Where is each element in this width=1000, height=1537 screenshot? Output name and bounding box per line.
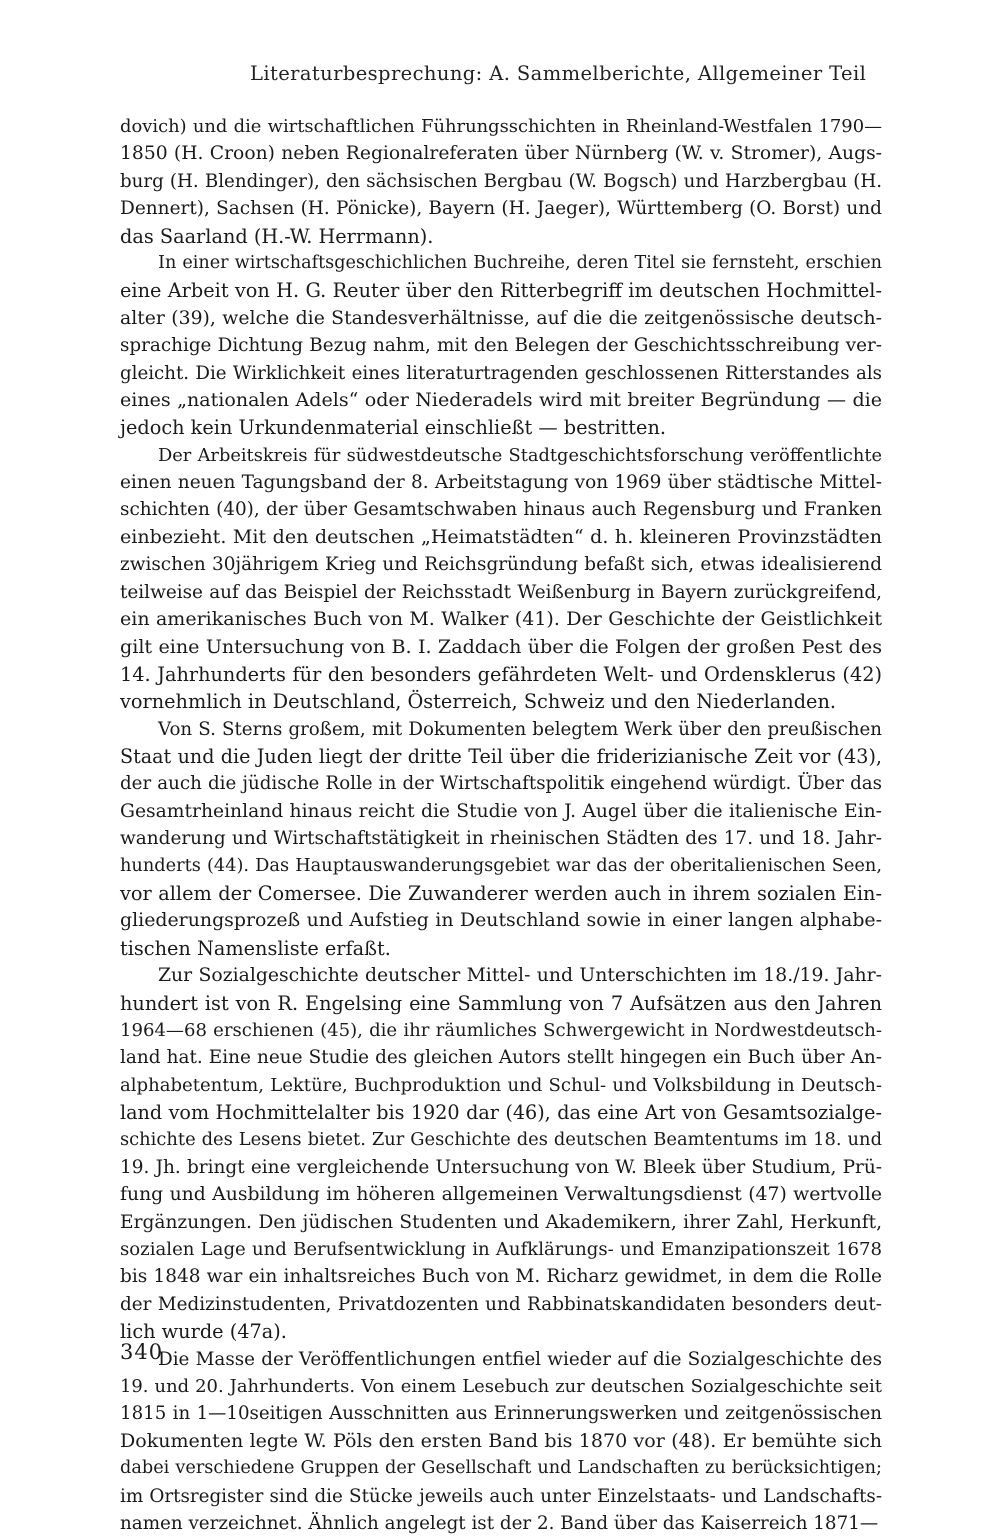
text-line: sozialen Lage und Berufsentwicklung in Aufklärungs- und Emanzipationszeit 1678 xyxy=(120,1239,882,1261)
text-line: 1815 in 1—10seitigen Ausschnitten aus Erinnerungswerken und zeitgenössischen xyxy=(120,1403,882,1425)
text-line: wanderung und Wirtschaftstätigkeit in rheinischen Städten des 17. und 18. Jahr- xyxy=(120,828,882,850)
paragraph xyxy=(120,1346,882,1537)
text-line: sprachige Dichtung Bezug nahm, mit den Belegen der Geschichtsschreibung ver- xyxy=(120,335,882,357)
text-line: das Saarland (H.-W. Herrmann). xyxy=(120,224,434,248)
text-line: Von S. Sterns großem, mit Dokumenten belegtem Werk über den preußischen xyxy=(158,718,882,740)
text-line: fung und Ausbildung im höheren allgemeinen Verwaltungsdienst (47) wertvolle xyxy=(120,1184,882,1206)
text-line: gliederungsprozeß und Aufstieg in Deutschland sowie in einer langen alphabe- xyxy=(120,909,882,932)
text-line: 19. und 20. Jahrhunderts. Von einem Lesebuch zur deutschen Sozialgeschichte seit xyxy=(120,1375,882,1397)
text-line: land vom Hochmittelalter bis 1920 dar (46), das eine Art von Gesamtsozialge- xyxy=(120,1101,882,1125)
text-line: 14. Jahrhunderts für den besonders gefährdeten Welt- und Ordensklerus (42) xyxy=(120,662,882,686)
text-line: alphabetentum, Lektüre, Buchproduktion und Schul- und Volksbildung in Deutsch- xyxy=(120,1074,882,1096)
text-line: dovich) und die wirtschaftlichen Führungsschichten in Rheinland-Westfalen 1790— xyxy=(120,116,882,137)
body-text xyxy=(120,113,882,1537)
text-line: Zur Sozialgeschichte deutscher Mittel- und Unterschichten im 18./19. Jahr- xyxy=(158,965,882,987)
text-line: Staat und die Juden liegt der dritte Teil über die friderizianische Zeit vor (43), xyxy=(120,744,882,768)
text-line: land hat. Eine neue Studie des gleichen Autors stellt hingegen ein Buch über An- xyxy=(120,1047,882,1069)
text-line: lich wurde (47a). xyxy=(120,1320,287,1344)
text-line: eine Arbeit von H. G. Reuter über den Ritterbegriff im deutschen Hochmittel- xyxy=(120,279,882,303)
text-line: bis 1848 war ein inhaltsreiches Buch von M. Richarz gewidmet, in dem die Rolle xyxy=(120,1266,882,1288)
running-head: Literaturbesprechung: A. Sammelberichte, Allgemeiner Teil xyxy=(250,62,867,85)
text-line: Der Arbeitskreis für südwestdeutsche Stadtgeschichtsforschung veröffentlichte xyxy=(158,444,882,466)
text-line: namen verzeichnet. Ähnlich angelegt ist der 2. Band über das Kaiserreich 1871— xyxy=(120,1512,879,1534)
paragraph xyxy=(120,962,882,1345)
text-line: im Ortsregister sind die Stücke jeweils auch unter Einzelstaats- und Landschafts- xyxy=(120,1485,882,1507)
text-line: eines „nationalen Adels“ oder Niederadels wird mit breiter Begründung — die xyxy=(120,388,882,411)
paragraph xyxy=(120,113,882,250)
text-line: Dokumenten legte W. Pöls den ersten Band bis 1870 vor (48). Er bemühte sich xyxy=(120,1429,882,1452)
text-line: 19. Jh. bringt eine vergleichende Untersuchung von W. Bleek über Studium, Prü- xyxy=(120,1156,882,1178)
paragraph xyxy=(120,442,882,716)
text-line: gilt eine Untersuchung von B. I. Zaddach über die Folgen der großen Pest des xyxy=(120,635,882,659)
text-line: jedoch kein Urkundenmaterial einschließt — bestritten. xyxy=(120,416,667,440)
text-line: hundert ist von R. Engelsing eine Sammlung von 7 Aufsätzen aus den Jahren xyxy=(120,991,882,1015)
text-line: Dennert), Sachsen (H. Pönicke), Bayern (H. Jaeger), Württemberg (O. Borst) und xyxy=(120,198,882,220)
text-line: ein amerikanisches Buch von M. Walker (41). Der Geschichte der Geistlichkeit xyxy=(120,608,882,631)
text-line: einen neuen Tagungsband der 8. Arbeitstagung von 1969 über städtische Mittel- xyxy=(120,472,882,494)
text-line: gleicht. Die Wirklichkeit eines literaturtragenden geschlossenen Ritterstandes als xyxy=(120,362,882,384)
paragraph xyxy=(120,250,882,442)
text-line: burg (H. Blendinger), den sächsischen Bergbau (W. Bogsch) und Harzbergbau (H. xyxy=(120,170,882,192)
text-line: hunderts (44). Das Hauptauswanderungsgebiet war das der oberitalienischen Seen, xyxy=(120,855,882,876)
text-line: schichte des Lesens bietet. Zur Geschichte des deutschen Beamtentums im 18. und xyxy=(120,1129,882,1151)
text-line: vor allem der Comersee. Die Zuwanderer werden auch in ihrem sozialen Ein- xyxy=(120,881,882,905)
text-line: Ergänzungen. Den jüdischen Studenten und Akademikern, ihrer Zahl, Herkunft, xyxy=(120,1211,882,1233)
text-line: alter (39), welche die Standesverhältnisse, auf die die zeitgenössische deutsch- xyxy=(120,307,882,329)
text-line: vornehmlich in Deutschland, Österreich, Schweiz und den Niederlanden. xyxy=(120,690,837,714)
text-line: dabei verschiedene Gruppen der Gesellschaft und Landschaften zu berücksichtigen; xyxy=(120,1458,882,1479)
text-line: tischen Namensliste erfaßt. xyxy=(120,936,391,960)
text-line: zwischen 30jährigem Krieg und Reichsgründung befaßt sich, etwas idealisierend xyxy=(120,554,882,576)
text-line: 1964—68 erschienen (45), die ihr räumliches Schwergewicht in Nordwestdeutsch- xyxy=(120,1019,882,1041)
text-line: 1850 (H. Croon) neben Regionalreferaten über Nürnberg (W. v. Stromer), Augs- xyxy=(120,143,882,165)
text-line: teilweise auf das Beispiel der Reichsstadt Weißenburg in Bayern zurückgreifend, xyxy=(120,581,882,603)
text-line: der auch die jüdische Rolle in der Wirtschaftspolitik eingehend würdigt. Über das xyxy=(120,773,882,795)
page-number: 340 xyxy=(120,1340,164,1364)
text-line: der Medizinstudenten, Privatdozenten und Rabbinatskandidaten besonders deut- xyxy=(120,1293,882,1315)
text-line: In einer wirtschaftsgeschichlichen Buchreihe, deren Titel sie fernsteht, erschien xyxy=(158,252,882,273)
text-line: schichten (40), der über Gesamtschwaben hinaus auch Regensburg und Franken xyxy=(120,499,882,521)
text-line: einbezieht. Mit den deutschen „Heimatstädten“ d. h. kleineren Provinzstädten xyxy=(120,525,882,548)
paragraph xyxy=(120,716,882,963)
text-line: Die Masse der Veröffentlichungen entfiel wieder auf die Sozialgeschichte des xyxy=(158,1348,882,1370)
text-line: Gesamtrheinland hinaus reicht die Studie von J. Augel über die italienische Ein- xyxy=(120,800,882,822)
